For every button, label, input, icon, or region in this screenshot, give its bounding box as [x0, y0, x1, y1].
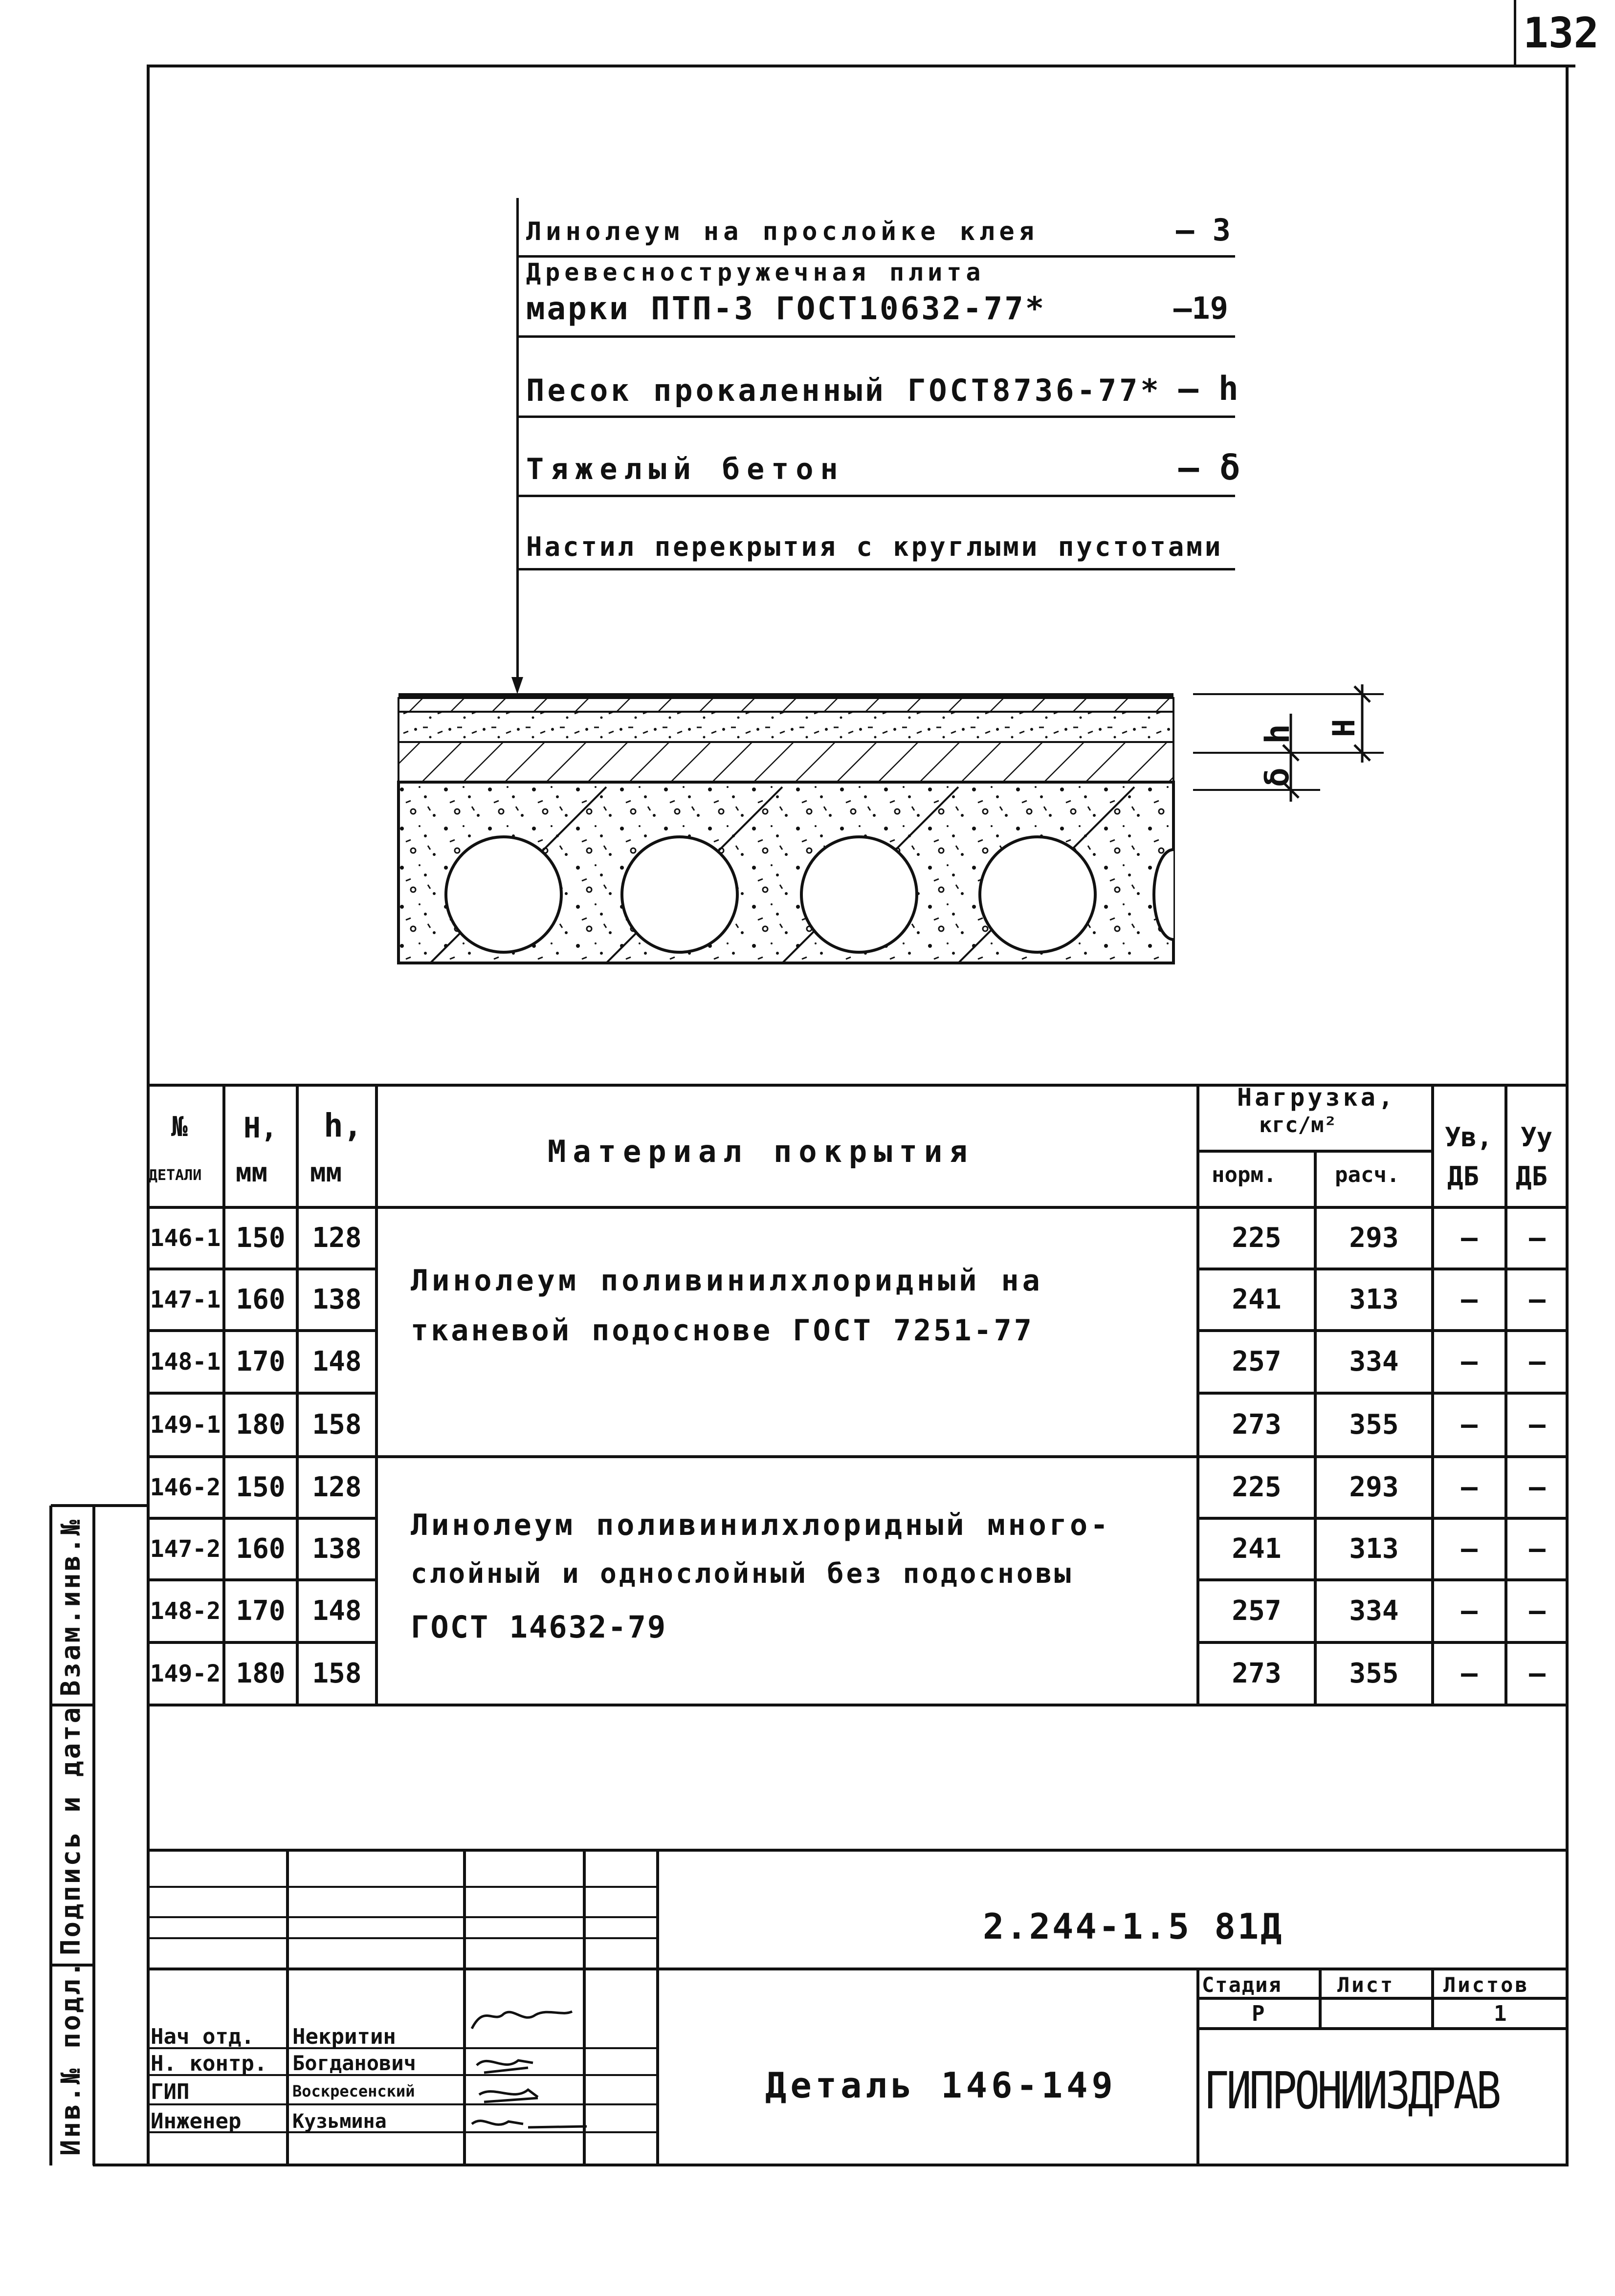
- cell-detail-no: 147-1: [150, 1286, 221, 1313]
- dim-h-label: h: [1259, 724, 1297, 744]
- cell-yy: —: [1529, 1595, 1546, 1627]
- layer-4-value: — δ: [1178, 448, 1240, 488]
- layer-1-label: Линолеум на прослойке клея: [526, 217, 1039, 246]
- role-4: Инженер: [151, 2109, 242, 2134]
- th-load-unit: кгс/м²: [1259, 1113, 1337, 1137]
- layer-2-value: —19: [1173, 290, 1228, 326]
- sheets-value: 1: [1494, 2001, 1507, 2026]
- cell-yy: —: [1529, 1284, 1546, 1315]
- cell-yy: —: [1529, 1346, 1546, 1378]
- stage-value: Р: [1252, 2001, 1265, 2026]
- cell-h: 128: [312, 1222, 362, 1254]
- cell-yy: —: [1529, 1222, 1546, 1254]
- sheets-label: Листов: [1443, 1973, 1529, 1997]
- cell-h: 158: [312, 1658, 362, 1689]
- cell-norm: 273: [1232, 1658, 1282, 1689]
- cell-detail-no: 146-2: [150, 1474, 221, 1501]
- page-number: 132: [1523, 9, 1599, 58]
- th-detail-no-sub: ДЕТАЛИ: [149, 1167, 202, 1184]
- cell-H: 180: [236, 1409, 286, 1441]
- cell-H: 170: [236, 1346, 286, 1378]
- th-H-unit: мм: [236, 1157, 268, 1188]
- cell-calc: 293: [1349, 1222, 1399, 1254]
- cell-detail-no: 148-1: [150, 1348, 221, 1376]
- th-yy-sub: ДБ: [1516, 1161, 1548, 1192]
- cell-h: 148: [312, 1346, 362, 1378]
- cell-calc: 293: [1349, 1471, 1399, 1503]
- cell-H: 150: [236, 1222, 286, 1254]
- cell-h: 148: [312, 1595, 362, 1627]
- doc-code: 2.244-1.5 81Д: [983, 1906, 1284, 1947]
- cell-h: 138: [312, 1533, 362, 1565]
- cell-yy: —: [1529, 1533, 1546, 1565]
- role-3: ГИП: [151, 2079, 190, 2104]
- cell-h: 128: [312, 1471, 362, 1503]
- cell-calc: 334: [1349, 1346, 1399, 1378]
- cell-yv: —: [1461, 1471, 1478, 1503]
- name-4: Кузьмина: [292, 2110, 387, 2133]
- layer-3-label: Песок прокаленный ГОСТ8736-77*: [526, 372, 1162, 408]
- cell-detail-no: 147-2: [150, 1535, 221, 1563]
- sheet-label: Лист: [1337, 1973, 1395, 1997]
- cell-calc: 313: [1349, 1284, 1399, 1315]
- th-h: h,: [324, 1107, 363, 1144]
- cell-norm: 225: [1232, 1471, 1282, 1503]
- layer-1-value: — 3: [1176, 212, 1231, 248]
- dim-delta-label: δ: [1259, 767, 1296, 787]
- layer-2-label-1: Древесностружечная плита: [526, 258, 985, 286]
- cell-H: 160: [236, 1284, 286, 1315]
- drawing-title: Деталь 146-149: [765, 2065, 1117, 2106]
- side-stamp-signature-date: Подпись и дата: [55, 1705, 86, 1955]
- cell-norm: 273: [1232, 1409, 1282, 1441]
- name-1: Некритин: [292, 2024, 396, 2049]
- cell-norm: 241: [1232, 1533, 1282, 1565]
- cell-yy: —: [1529, 1658, 1546, 1689]
- cell-yy: —: [1529, 1471, 1546, 1503]
- stage-label: Стадия: [1202, 1973, 1282, 1997]
- cell-calc: 313: [1349, 1533, 1399, 1565]
- cell-yy: —: [1529, 1409, 1546, 1441]
- th-yv-sub: ДБ: [1447, 1161, 1480, 1192]
- th-h-unit: мм: [310, 1157, 342, 1188]
- cell-h: 158: [312, 1409, 362, 1441]
- th-norm: норм.: [1212, 1162, 1277, 1187]
- th-material: Материал покрытия: [548, 1134, 974, 1169]
- cell-norm: 257: [1232, 1346, 1282, 1378]
- cell-H: 160: [236, 1533, 286, 1565]
- cell-yv: —: [1461, 1346, 1478, 1378]
- th-load: Нагрузка,: [1237, 1083, 1396, 1112]
- cell-detail-no: 146-1: [150, 1225, 221, 1252]
- role-1: Нач отд.: [151, 2024, 254, 2049]
- material-group-2-line-3: ГОСТ 14632-79: [411, 1609, 667, 1645]
- th-detail-no: №: [171, 1111, 188, 1143]
- cell-detail-no: 149-2: [150, 1660, 221, 1687]
- material-group-1-line-1: Линолеум поливинилхлоридный на: [411, 1264, 1043, 1298]
- material-group-2-line-2: слойный и однослойный без подосновы: [411, 1558, 1074, 1590]
- th-H: H,: [243, 1111, 278, 1144]
- cell-norm: 257: [1232, 1595, 1282, 1627]
- cell-yv: —: [1461, 1533, 1478, 1565]
- cell-detail-no: 149-1: [150, 1411, 221, 1439]
- material-group-2-line-1: Линолеум поливинилхлоридный много-: [411, 1508, 1111, 1542]
- layer-4-label: Тяжелый бетон: [526, 452, 845, 486]
- th-yy: Уу: [1521, 1122, 1553, 1153]
- cell-norm: 225: [1232, 1222, 1282, 1254]
- cell-H: 170: [236, 1595, 286, 1627]
- cell-calc: 334: [1349, 1595, 1399, 1627]
- material-group-1-line-2: тканевой подоснове ГОСТ 7251-77: [411, 1313, 1034, 1348]
- dim-H-label: H: [1326, 719, 1362, 737]
- th-yv: Ув,: [1445, 1122, 1493, 1153]
- cell-yv: —: [1461, 1658, 1478, 1689]
- cell-yv: —: [1461, 1595, 1478, 1627]
- cell-yv: —: [1461, 1409, 1478, 1441]
- name-3: Воскресенский: [292, 2082, 415, 2100]
- cell-H: 150: [236, 1471, 286, 1503]
- cell-H: 180: [236, 1658, 286, 1689]
- cell-calc: 355: [1349, 1658, 1399, 1689]
- side-stamp-replacement-inv: Взам.инв.№: [55, 1517, 86, 1696]
- cell-yv: —: [1461, 1222, 1478, 1254]
- cell-detail-no: 148-2: [150, 1597, 221, 1625]
- cell-h: 138: [312, 1284, 362, 1315]
- layer-2-label-2: марки ПТП-3 ГОСТ10632-77*: [526, 291, 1046, 327]
- organization-name: ГИПРОНИИЗДРАВ: [1204, 2061, 1499, 2121]
- layer-3-value: — h: [1178, 370, 1239, 408]
- name-2: Богданович: [292, 2051, 416, 2075]
- side-stamp-inv-no: Инв.№ подл.: [55, 1959, 86, 2156]
- cell-yv: —: [1461, 1284, 1478, 1315]
- cell-norm: 241: [1232, 1284, 1282, 1315]
- layer-5-label: Настил перекрытия с круглыми пустотами: [526, 531, 1223, 562]
- cell-calc: 355: [1349, 1409, 1399, 1441]
- role-2: Н. контр.: [151, 2051, 267, 2076]
- th-calc: расч.: [1335, 1162, 1400, 1187]
